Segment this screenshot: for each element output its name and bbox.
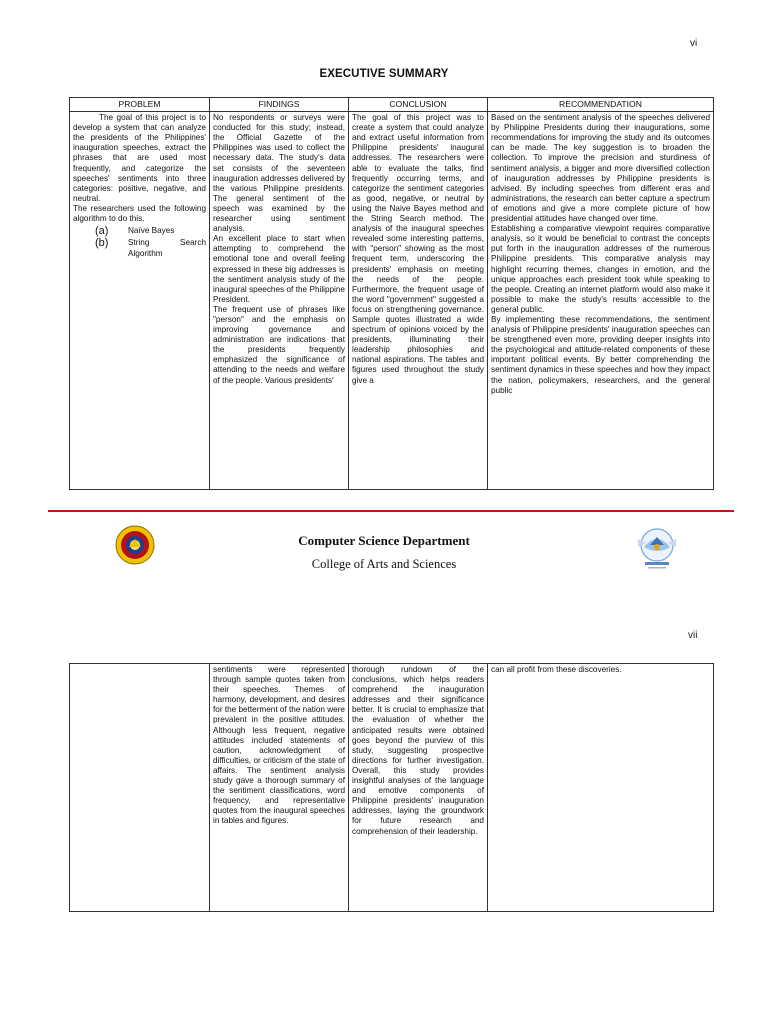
findings-paragraph: sentiments were represented through sample quotes taken from their speeches. Themes of harmony, development, and desires for the betterment of the nation were prevalent in the positive attitudes. Although less frequent, negative attitudes included statements of caution, acknowledgment of difficulties, or criticism of the state of affairs. The sentiment analysis study gave a thorough summary of the sentiment classifications, word frequency, and representative quotes from the inaugural speeches in tables and figures. (213, 665, 345, 826)
table-row (70, 664, 714, 912)
recommendation-paragraph: By implementing these recommendations, the sentiment analysis of Philippine presidents' inauguration speeches can be strengthened even more, providing deeper insights into the psychological and attitude-related components of these important political events. By better comprehending the sentiment dynamics in these speeches and how they impact the nation, policymakers, researchers, and the general public (491, 314, 710, 395)
page-number: vii (688, 630, 698, 641)
findings-paragraph: An excellent place to start when attempting to comprehend the emotional tone and overall feeling expressed in these big addresses is the sentiment analysis study of the inaugural speeches of the Philippine President. (213, 234, 345, 304)
header-recommendation: RECOMMENDATION (488, 98, 714, 112)
findings-cell (210, 112, 349, 490)
list-item (73, 237, 206, 259)
page-number: vi (690, 38, 698, 49)
list-marker: (b) (95, 237, 109, 250)
footer-rule (48, 510, 734, 512)
recommendation-paragraph: Establishing a comparative viewpoint requires comparative analysis, so it would be beneficial to contrast the concepts put forth in the inauguration addresses of the numerous Philippine presidents. This comparative analysis may highlight recurring themes, changes in emotion, and the unique approaches each president took while speaking to the people. Creating an internet platform would also make it possible to make the study's results accessible to the general public. (491, 224, 710, 314)
department-seal-icon (632, 525, 682, 573)
findings-paragraph: No respondents or surveys were conducted for this study; instead, the Official Gazette of the Philippines was used to collect the necessary data. The study's data set consists of the seventeen inauguration addresses delivered by the various Philippine presidents. The general sentiment of the speech was examined by the researcher using sentiment analysis. (213, 113, 345, 234)
executive-summary-table (69, 97, 714, 490)
algorithm-list (73, 225, 206, 259)
header-findings: FINDINGS (210, 98, 349, 112)
recommendation-paragraph: can all profit from these discoveries. (491, 665, 622, 674)
recommendation-cell (488, 112, 714, 490)
conclusion-paragraph: thorough rundown of the conclusions, which helps readers comprehend the inauguration addresses and their significance better. It is crucial to emphasize that the evaluation of whether the anticipated results were obtained goes beyond the purview of this study, suggesting prospective directions for further investigation. Overall, this study provides insightful analyses of the language and emotive components of Philippine presidents' inauguration addresses, laying the groundwork for future research and comprehension of their leadership. (352, 665, 484, 836)
list-item (73, 225, 206, 237)
conclusion-cell (349, 664, 488, 912)
algorithm-name: Naïve Bayes (128, 226, 175, 236)
table-row (70, 112, 714, 490)
algorithm-name: String Search Algorithm (128, 238, 206, 258)
header-conclusion: CONCLUSION (349, 98, 488, 112)
department-name: Computer Science Department (298, 533, 470, 548)
list-marker: (a) (95, 225, 109, 238)
header-problem: PROBLEM (70, 98, 210, 112)
page-title: EXECUTIVE SUMMARY (319, 68, 449, 80)
table-header-row (70, 98, 714, 112)
problem-text-2: The researchers used the following algorithm to do this. (73, 203, 206, 224)
recommendation-paragraph: Based on the sentiment analysis of the speeches delivered by Philippine Presidents during their inaugurations, some recommendations for improving the study and its outcomes can be made. The key suggestion is to broaden the collection. To improve the precision and sturdiness of sentiment analysis, a bigger and more diversified collection of inauguration addresses by Philippine presidents is advised. By including speeches from different eras and administrations, the research can better capture a spectrum of emotions and give a more complete picture of how presidential attitudes have changed over time. (491, 113, 710, 224)
conclusion-cell (349, 112, 488, 490)
findings-cell (210, 664, 349, 912)
problem-cell (70, 664, 210, 912)
conclusion-paragraph: The goal of this project was to create a system that could analyze and extract useful information from Philippine presidents' inaugural addresses. The researchers were able to evaluate the talks, find frequently occurring terms, and categorize the sentiment categories as good, negative, or neutral by using the Naive Bayes method and the String Search method. The analysis of the inaugural speeches revealed some interesting patterns, with "person" showing as the most frequent term, underscoring the presidents' emphasis on meeting the needs of the people. Furthermore, the frequent usage of the word "government" suggested a focus on strengthening governance. Sample quotes illustrated a wide spectrum of opinions voiced by the presidents, illuminating their leadership philosophies and national aspirations. The tables and figures used throughout the study give a (352, 113, 484, 385)
findings-paragraph: The frequent use of phrases like "person" and the emphasis on improving governance and administration are indications that the presidents frequently emphasized the significance of attending to the needs and welfare of the people. Various presidents' (213, 304, 345, 385)
problem-cell (70, 112, 210, 490)
problem-text: The goal of this project is to develop a system that can analyze the presidents of the Philippines' inauguration speeches, extract the phrases that are used most frequently, and categorize the speeches' sentiments into three categories: positive, negative, and neutral. (73, 113, 206, 203)
recommendation-cell (488, 664, 714, 912)
executive-summary-table-continued (69, 663, 714, 912)
college-name: College of Arts and Sciences (311, 557, 457, 571)
